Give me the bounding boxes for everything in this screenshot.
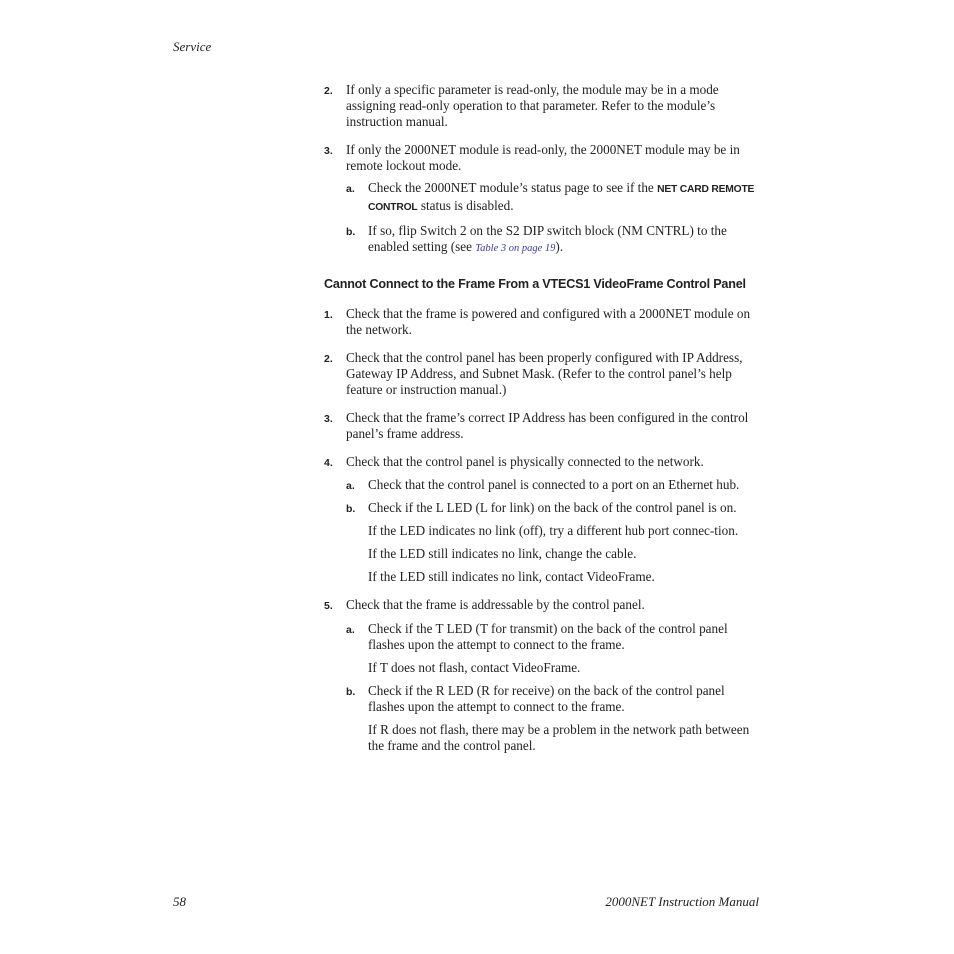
item-text: Check if the R LED (R for receive) on the back of the control panel flashes upon the attempt to connect to the frame. [368, 683, 725, 714]
item-text: Check that the frame is powered and configured with a 2000NET module on the network. [346, 306, 751, 337]
page-number: 58 [173, 894, 186, 909]
item-letter: b. [346, 503, 356, 515]
ui-term: NET CARD REMOTE CONTROL [368, 184, 755, 213]
table-reference-link[interactable]: Table 3 on page 19 [475, 243, 556, 254]
list-item [324, 142, 760, 174]
item-text: If so, flip Switch 2 on the S2 DIP switch block (NM CNTRL) to the enabled setting (see [368, 223, 727, 254]
item-text: Check if the T LED (T for transmit) on the back of the control panel flashes upon the attempt to connect to the frame. [368, 621, 728, 652]
list-item [324, 410, 760, 442]
manual-title: 2000NET Instruction Manual [605, 894, 759, 909]
item-number: 4. [324, 457, 333, 469]
sub-list-item [324, 500, 760, 516]
item-text: Check that the frame’s correct IP Address has been configured in the control panel’s frame address. [346, 410, 749, 441]
item-text: If only a specific parameter is read-only, the module may be in a mode assigning read-only operation to that parameter. Refer to the module’s instruction manual. [346, 82, 719, 129]
sub-paragraph: If the LED indicates no link (off), try a different hub port connec-tion. [368, 523, 739, 538]
item-text: If only the 2000NET module is read-only, the 2000NET module may be in remote lockout mode. [346, 142, 740, 173]
item-number: 3. [324, 145, 333, 157]
item-number: 1. [324, 309, 333, 321]
list-item [324, 306, 760, 338]
sub-list-item [324, 683, 760, 715]
sub-paragraph: If T does not flash, contact VideoFrame. [368, 660, 581, 675]
list-item [324, 82, 760, 130]
item-text: status is disabled. [417, 198, 514, 213]
item-text: Check the 2000NET module’s status page to see if the [368, 180, 658, 195]
item-letter: a. [346, 624, 355, 636]
sub-list-item [324, 223, 760, 257]
item-text: Check that the control panel is physically connected to the network. [346, 454, 704, 469]
sub-list-item [324, 180, 760, 216]
item-letter: a. [346, 183, 355, 195]
item-text: ). [555, 239, 564, 254]
item-text: Check if the L LED (L for link) on the back of the control panel is on. [368, 500, 737, 515]
sub-paragraph: If R does not flash, there may be a problem in the network path between the frame and the control panel. [368, 722, 750, 753]
item-number: 3. [324, 413, 333, 425]
item-text: Check that the control panel is connected to a port on an Ethernet hub. [368, 477, 740, 492]
sub-paragraph: If the LED still indicates no link, change the cable. [368, 546, 637, 561]
section-heading: Cannot Connect to the Frame From a VTECS1 VideoFrame Control Panel [324, 277, 746, 291]
item-letter: a. [346, 480, 355, 492]
page-content [324, 82, 760, 761]
item-number: 5. [324, 600, 333, 612]
item-number: 2. [324, 353, 333, 365]
item-number: 2. [324, 85, 333, 97]
list-item [324, 350, 760, 398]
sub-paragraph: If the LED still indicates no link, contact VideoFrame. [368, 569, 655, 584]
list-item [324, 597, 760, 613]
list-item [324, 454, 760, 470]
item-text: Check that the frame is addressable by the control panel. [346, 597, 645, 612]
running-head: Service [173, 39, 212, 54]
item-letter: b. [346, 686, 356, 698]
sub-list-item [324, 621, 760, 653]
item-text: Check that the control panel has been properly configured with IP Address, Gateway IP Address, and Subnet Mask. (Refer to the control panel’s help feature or instruction manual.) [346, 350, 743, 397]
item-letter: b. [346, 226, 356, 238]
sub-list-item [324, 477, 760, 493]
